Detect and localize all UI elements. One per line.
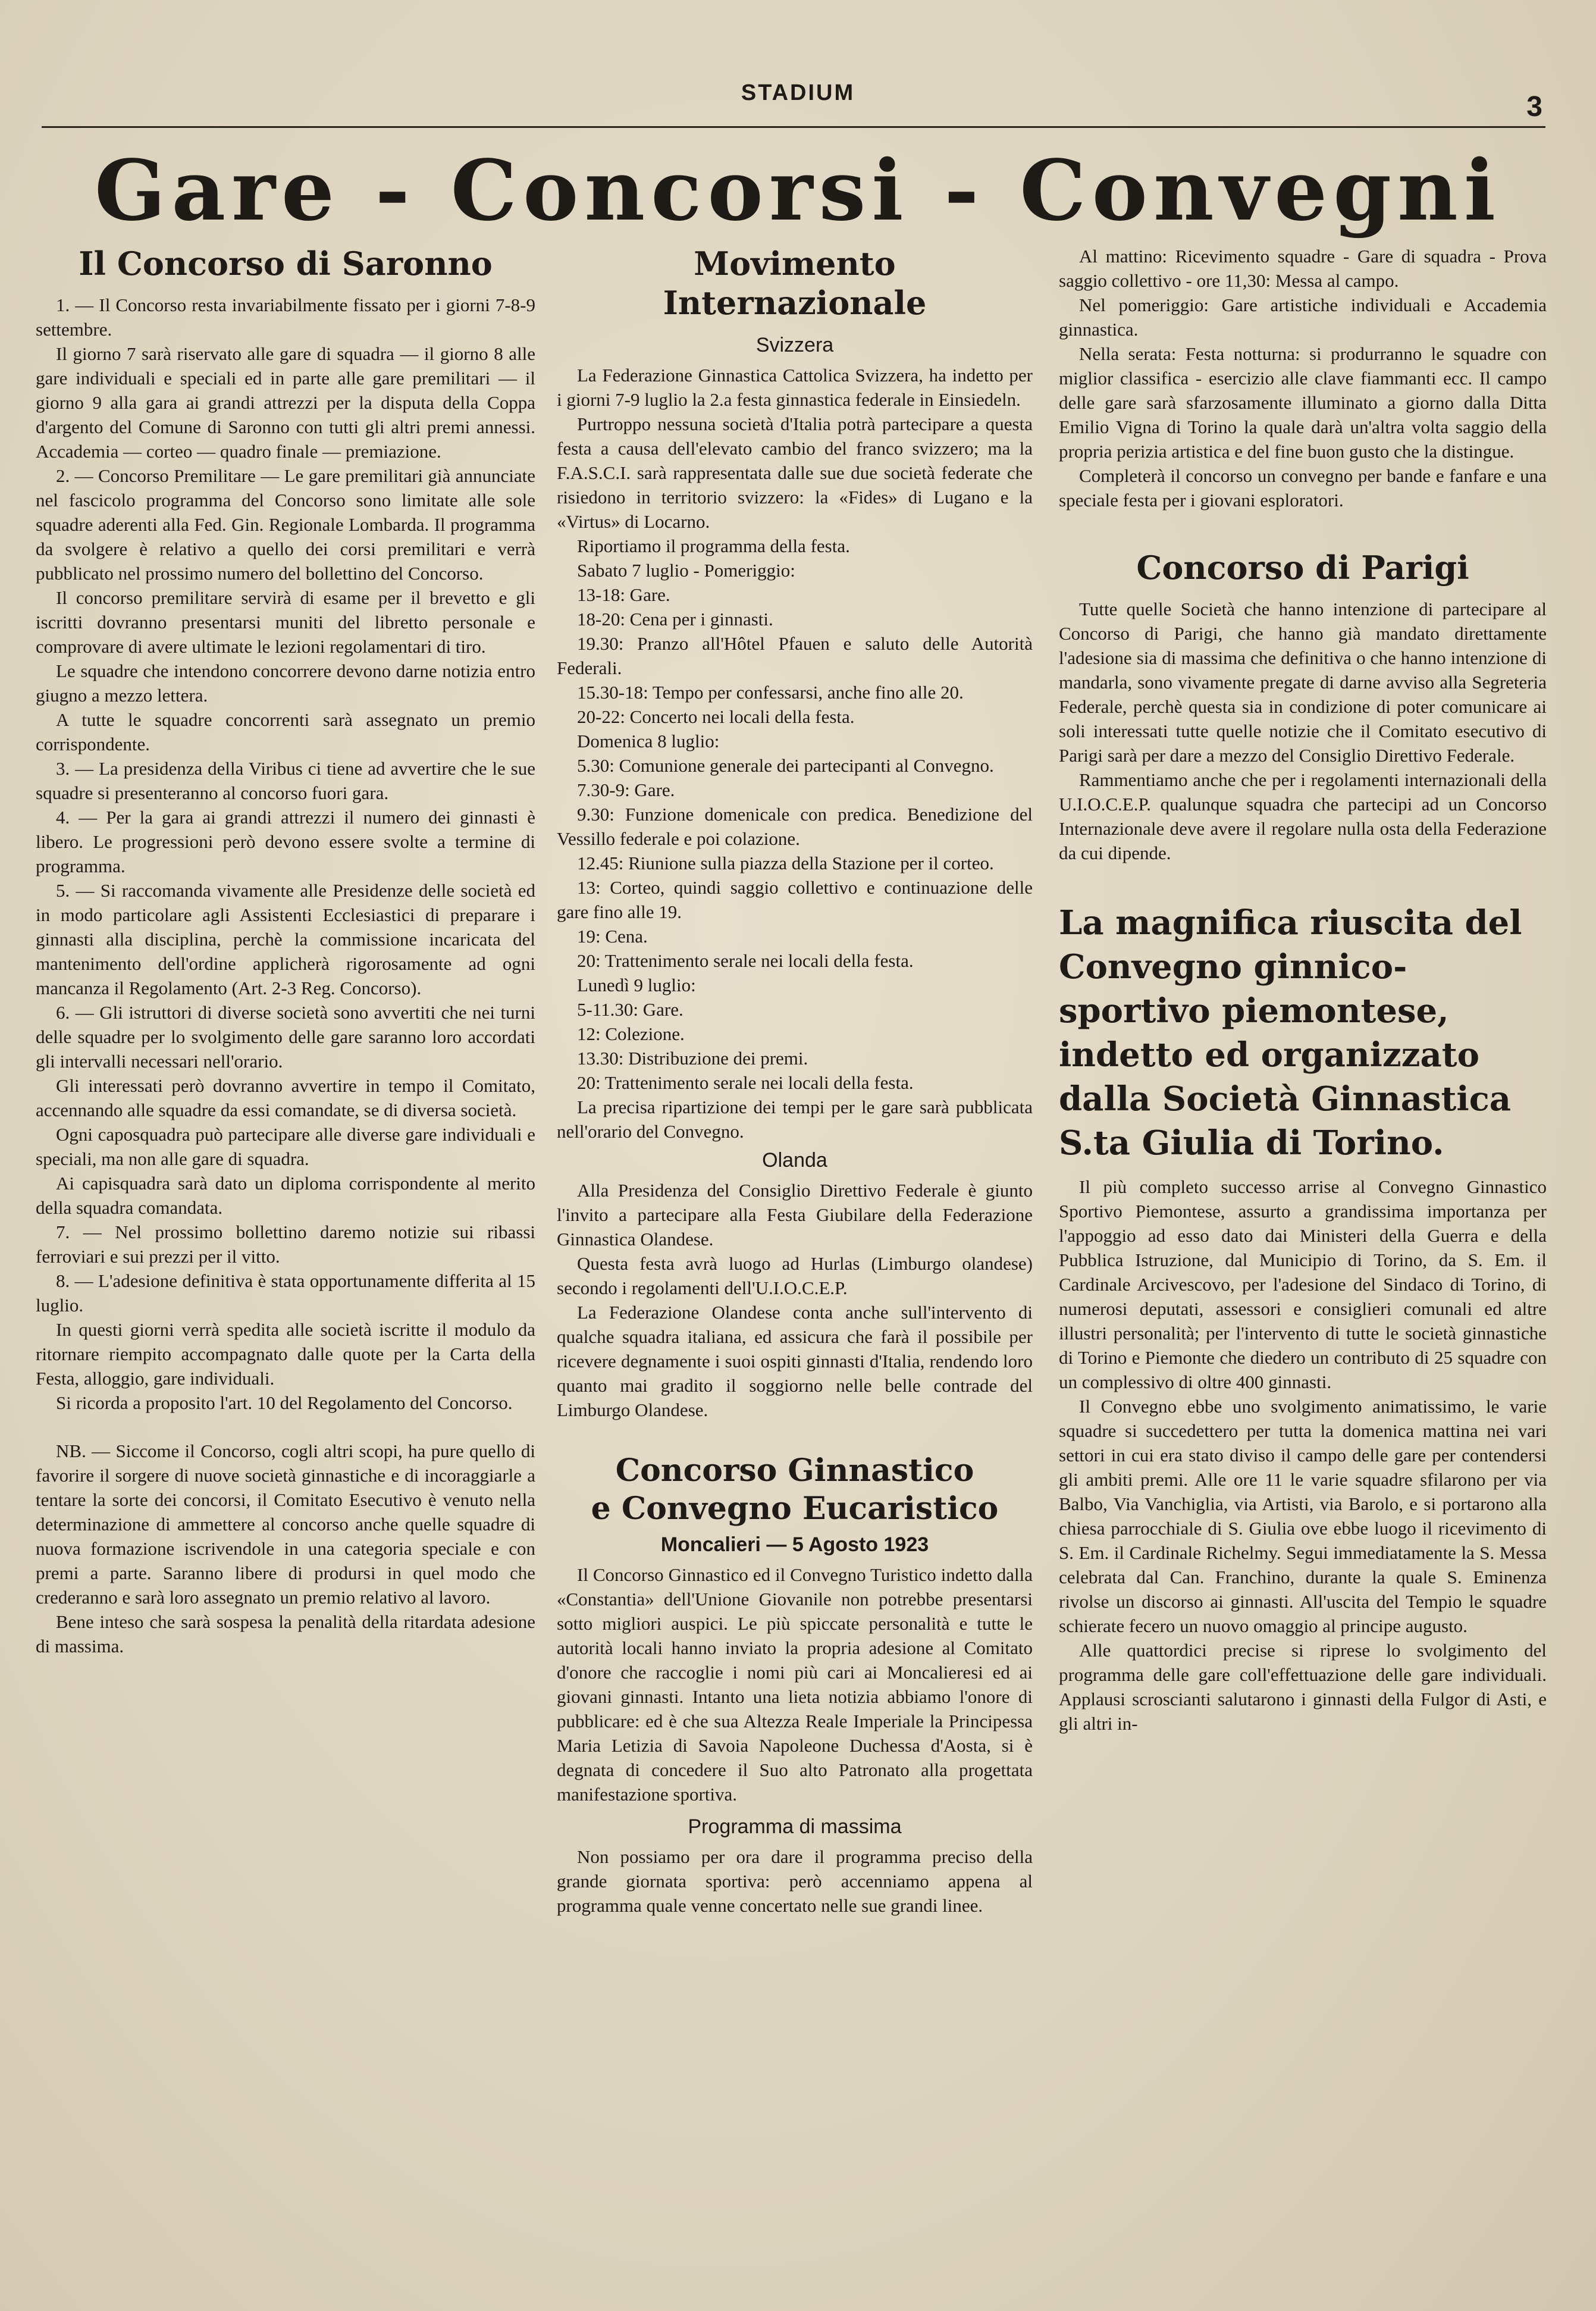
saronno-para: Ai capisquadra sarà dato un diploma corrispondente al merito della squadra comandata. — [36, 1173, 535, 1218]
program-line: Domenica 8 luglio: — [577, 731, 720, 751]
saronno-para: 5. — Si raccomanda vivamente alle Presidenze delle società ed in modo particolare agli Assistenti Ecclesiastici di preparare i ginnasti alla disciplina, perchè la commissione incaricata del mantenimento dell'ordine applicherà rigorosamente ad ogni mancanza il Regolamento (Art. 2-3 Reg. Concorso). — [36, 880, 535, 998]
olanda-para: La Federazione Olandese conta anche sull'intervento di qualche squadra italiana, ed assicura che farà il possibile per ricevere degnamente i suoi ospiti ginnasti d'Italia, rendendo loro quanto mai gradito il soggiorno nelle belle contrade del Limburgo Olandese. — [557, 1302, 1033, 1420]
program-line: Sabato 7 luglio - Pomeriggio: — [577, 560, 795, 581]
running-head: STADIUM — [741, 80, 855, 105]
programma-para: Completerà il concorso un convegno per bande e fanfare e una speciale festa per i giovani esploratori. — [1059, 465, 1547, 511]
program-line: 12: Colezione. — [577, 1023, 685, 1044]
program-line: Lunedì 9 luglio: — [577, 975, 696, 995]
saronno-para: 7. — Nel prossimo bollettino daremo notizie sui ribassi ferroviari e sui prezzi per il vitto. — [36, 1222, 535, 1267]
saronno-para: 8. — L'adesione definitiva è stata opportunamente differita al 15 luglio. — [36, 1270, 535, 1316]
torino-para: Alle quattordici precise si riprese lo svolgimento del programma delle gare coll'effettuazione delle gare individuali. Applausi scroscianti salutarono i ginnasti della Fulgor di Asti, e gli altri in- — [1059, 1640, 1547, 1734]
saronno-body — [36, 293, 535, 1658]
moncalieri-title-line-1: Concorso Ginnastico — [615, 1452, 974, 1489]
saronno-para: 3. — La presidenza della Viribus ci tiene ad avvertire che le sue squadre si presenteranno al concorso fuori gara. — [36, 758, 535, 803]
programma-para: Non possiamo per ora dare il programma preciso della grande giornata sportiva: però accenniamo appena al programma quale venne concertato nelle sue grandi linee. — [557, 1846, 1033, 1916]
program-line: 18-20: Cena per i ginnasti. — [577, 609, 773, 630]
olanda-para: Alla Presidenza del Consiglio Direttivo Federale è giunto l'invito a partecipare alla Festa Giubilare della Federazione Ginnastica Olandese. — [557, 1180, 1033, 1250]
olanda-subtitle: Olanda — [762, 1149, 827, 1172]
moncalieri-dateline: Moncalieri — 5 Agosto 1923 — [660, 1533, 929, 1556]
saronno-para: 6. — Gli istruttori di diverse società sono avvertiti che nei turni delle squadre per lo svolgimento delle gare saranno loro accordati gli intervalli necessari nell'orario. — [36, 1002, 535, 1072]
svizzera-para: La precisa ripartizione dei tempi per le gare sarà pubblicata nell'orario del Convegno. — [557, 1097, 1033, 1142]
program-line: 20: Trattenimento serale nei locali della festa. — [577, 1072, 914, 1093]
svizzera-para: Riportiamo il programma della festa. — [577, 536, 850, 556]
header-rule — [42, 126, 1545, 128]
torino-title: La magnifica riuscita del Convegno ginnico-sportivo piemontese, indetto ed organizzato dalla Società Ginnastica S.ta Giulia di Torino. — [1059, 903, 1522, 1163]
torino-para: Il Convegno ebbe uno svolgimento animatissimo, le varie squadre si succedettero per tutta la domenica mattina nei vari settori in cui era stato diviso il campo delle gare per contendersi gli ambiti premi. Alle ore 11 le varie squadre sfilarono per via Balbo, Via Vanchiglia, via Artisti, via Barolo, e si portarono alla chiesa parrocchiale di S. Giulia ove ebbe luogo il ricevimento di S. Em. il Cardinale Richelmy. Segui immediatamente la S. Messa celebrata dal Can. Franchino, durante la quale S. Eminenza rivolse un discorso ai ginnasti. All'uscita del Tempio le squadre schierate fecero un nuovo omaggio al principe augusto. — [1059, 1396, 1547, 1636]
programma-subtitle: Programma di massima — [688, 1815, 902, 1838]
program-line: 13-18: Gare. — [577, 584, 670, 605]
program-line: 5-11.30: Gare. — [577, 999, 683, 1020]
saronno-para: In questi giorni verrà spedita alle società iscritte il modulo da ritornare riempito accompagnato dalle quote per la Carta della Festa, alloggio, gare individuali. — [36, 1319, 535, 1389]
saronno-para: Bene inteso che sarà sospesa la penalità della ritardata adesione di massima. — [36, 1611, 535, 1656]
column-3 — [1059, 244, 1547, 1736]
column-1 — [36, 244, 535, 1658]
program-line: 9.30: Funzione domenicale con predica. Benedizione del Vessillo federale e poi colazione. — [557, 804, 1033, 849]
page-number: 3 — [1526, 91, 1542, 123]
column-2 — [557, 244, 1033, 1918]
parigi-para: Rammentiamo anche che per i regolamenti internazionali della U.I.O.C.E.P. qualunque squadra che partecipi ad un Concorso Internazionale deve avere il regolare nulla osta della Federazione da cui dipende. — [1059, 769, 1547, 863]
moncalieri-para: Il Concorso Ginnastico ed il Convegno Turistico indetto dalla «Constantia» dell'Unione Giovanile non potrebbe presentarsi sotto migliori auspici. Le più spiccate personalità e tutte le autorità locali hanno inviato la propria adesione al Comitato d'onore che raccoglie i nomi più cari ai Moncalieresi ed ai giovani ginnasti. Intanto una lieta notizia abbiamo l'onore di pubblicare: ed è che sua Altezza Reale Imperiale la Principessa Maria Letizia di Savoia Napoleone Duchessa d'Aosta, si è degnata di concedere il Suo alto Patronato alla progettata manifestazione sportiva. — [557, 1564, 1033, 1805]
saronno-para: Si ricorda a proposito l'art. 10 del Regolamento del Concorso. — [56, 1392, 513, 1413]
saronno-para: 1. — Il Concorso resta invariabilmente fissato per i giorni 7-8-9 settembre. — [36, 295, 535, 340]
programma-para: Nel pomeriggio: Gare artistiche individuali e Accademia ginnastica. — [1059, 295, 1547, 340]
program-line: 13: Corteo, quindi saggio collettivo e continuazione delle gare fino alle 19. — [557, 877, 1033, 922]
program-line: 15.30-18: Tempo per confessarsi, anche fino alle 20. — [577, 682, 964, 703]
program-line: 13.30: Distribuzione dei premi. — [577, 1048, 808, 1069]
svizzera-subtitle: Svizzera — [755, 334, 834, 356]
saronno-para: A tutte le squadre concorrenti sarà assegnato un premio corrispondente. — [36, 709, 535, 754]
svizzera-para: Purtroppo nessuna società d'Italia potrà partecipare a questa festa a causa dell'elevato cambio del franco svizzero; ma la F.A.S.C.I. sarà rappresentata dalle sue due società federate che risiedono in territorio svizzero: la «Fides» di Lugano e la «Virtus» di Locarno. — [557, 414, 1033, 532]
section-masthead: Gare - Concorsi - Convegni — [94, 142, 1502, 240]
saronno-para: Il concorso premilitare servirà di esame per il brevetto e gli iscritti dovranno presentarsi muniti del libretto personale e comprovare di avere ultimate le lezioni regolamentari di tiro. — [36, 587, 535, 657]
program-line: 19.30: Pranzo all'Hôtel Pfauen e saluto delle Autorità Federali. — [557, 633, 1033, 678]
program-line: 5.30: Comunione generale dei partecipanti al Convegno. — [577, 755, 994, 776]
torino-para: Il più completo successo arrise al Convegno Ginnastico Sportivo Piemontese, assurto a grandissima importanza per l'appoggio ad esso dato dai Ministeri della Guerra e della Pubblica Istruzione, dal Municipio di Torino, da S. Em. il Cardinale Arcivescovo, per l'adesione del Sindaco di Torino, di numerosi deputati, assessori e consiglieri comunali ed altre illustri personalità; per l'intervento di tutte le società ginnastiche di Torino e Piemonte che diedero un contributo di 25 squadre con un complessivo di oltre 400 ginnasti. — [1059, 1176, 1547, 1392]
program-line: 12.45: Riunione sulla piazza della Stazione per il corteo. — [577, 853, 994, 873]
saronno-nb-para: NB. — Siccome il Concorso, cogli altri scopi, ha pure quello di favorire il sorgere di nuove società ginnastiche e di incoraggiarle a tentare la sorte dei concorsi, il Comitato Esecutivo è venuto nella determinazione di ammettere al concorso anche quelle squadre di nuova formazione iscrivendole in una categoria speciale e con premi a parte. Saranno libere di prodursi in quel modo che crederanno e sarà loro assegnato un premio relativo al lavoro. — [36, 1441, 535, 1608]
program-line: 20-22: Concerto nei locali della festa. — [577, 706, 855, 727]
movimento-title: Movimento Internazionale — [663, 245, 927, 322]
saronno-para: Le squadre che intendono concorrere devono darne notizia entro giugno a mezzo lettera. — [36, 660, 535, 706]
olanda-para: Questa festa avrà luogo ad Hurlas (Limburgo olandese) secondo i regolamenti dell'U.I.O.C.E.P. — [557, 1253, 1033, 1298]
parigi-title: Concorso di Parigi — [1136, 549, 1469, 587]
saronno-para: Gli interessati però dovranno avvertire in tempo il Comitato, accennando alle squadre da essi comandate, se di diversa società. — [36, 1075, 535, 1120]
program-line: 20: Trattenimento serale nei locali della festa. — [577, 950, 914, 971]
saronno-para: 2. — Concorso Premilitare — Le gare premilitari già annunciate nel fascicolo programma del Concorso sono limitate alle sole squadre aderenti alla Fed. Gin. Regionale Lombarda. Il programma da svolgere è relativo a quello dei corsi premilitari e verrà pubblicato nel prossimo numero del bollettino del Concorso. — [36, 465, 535, 584]
parigi-para: Tutte quelle Società che hanno intenzione di partecipare al Concorso di Parigi, che hanno già mandato direttamente l'adesione sia di massima che definitiva o che hanno intenzione di mandarla, sono vivamente pregate di darne avviso alla Segreteria Federale, perchè questa sia in condizione di poter comunicare ai soli interessati tutte quelle notizie che il Comitato esecutivo di Parigi sarà per dare a mezzo del Consiglio Direttivo Federale. — [1059, 599, 1547, 766]
saronno-para: Il giorno 7 sarà riservato alle gare di squadra — il giorno 8 alle gare individuali e speciali ed in parte alle gare premilitari — il giorno 9 alla gara ai grandi attrezzi per la disputa della Coppa d'argento del Comune di Saronno con tutti gli altri premi annessi. Accademia — corteo — quadro finale — premiazione. — [36, 343, 535, 462]
saronno-para: 4. — Per la gara ai grandi attrezzi il numero dei ginnasti è libero. Le progressioni però devono essere svolte a termine di programma. — [36, 807, 535, 876]
programma-para: Nella serata: Festa notturna: si produrranno le squadre con miglior classifica - esercizio alle clave fiammanti ecc. Il campo delle gare sarà sfarzosamente illuminato a giorno dalla Ditta Emilio Vigna di Torino la quale darà un'altra volta saggio della propria perizia artistica e del fine buon gusto che la distingue. — [1059, 343, 1547, 462]
programma-para: Al mattino: Ricevimento squadre - Gare di squadra - Prova saggio collettivo - ore 11,30: Messa al campo. — [1059, 246, 1547, 291]
svizzera-para: La Federazione Ginnastica Cattolica Svizzera, ha indetto per i giorni 7-9 luglio la 2.a festa ginnastica federale in Einsiedeln. — [557, 365, 1033, 410]
program-line: 19: Cena. — [577, 926, 648, 947]
saronno-para: Ogni caposquadra può partecipare alle diverse gare individuali e speciali, ma non alle gare di squadra. — [36, 1124, 535, 1169]
program-line: 7.30-9: Gare. — [577, 779, 675, 800]
saronno-title: Il Concorso di Saronno — [79, 245, 493, 283]
moncalieri-title-line-2: e Convegno Eucaristico — [591, 1490, 999, 1527]
